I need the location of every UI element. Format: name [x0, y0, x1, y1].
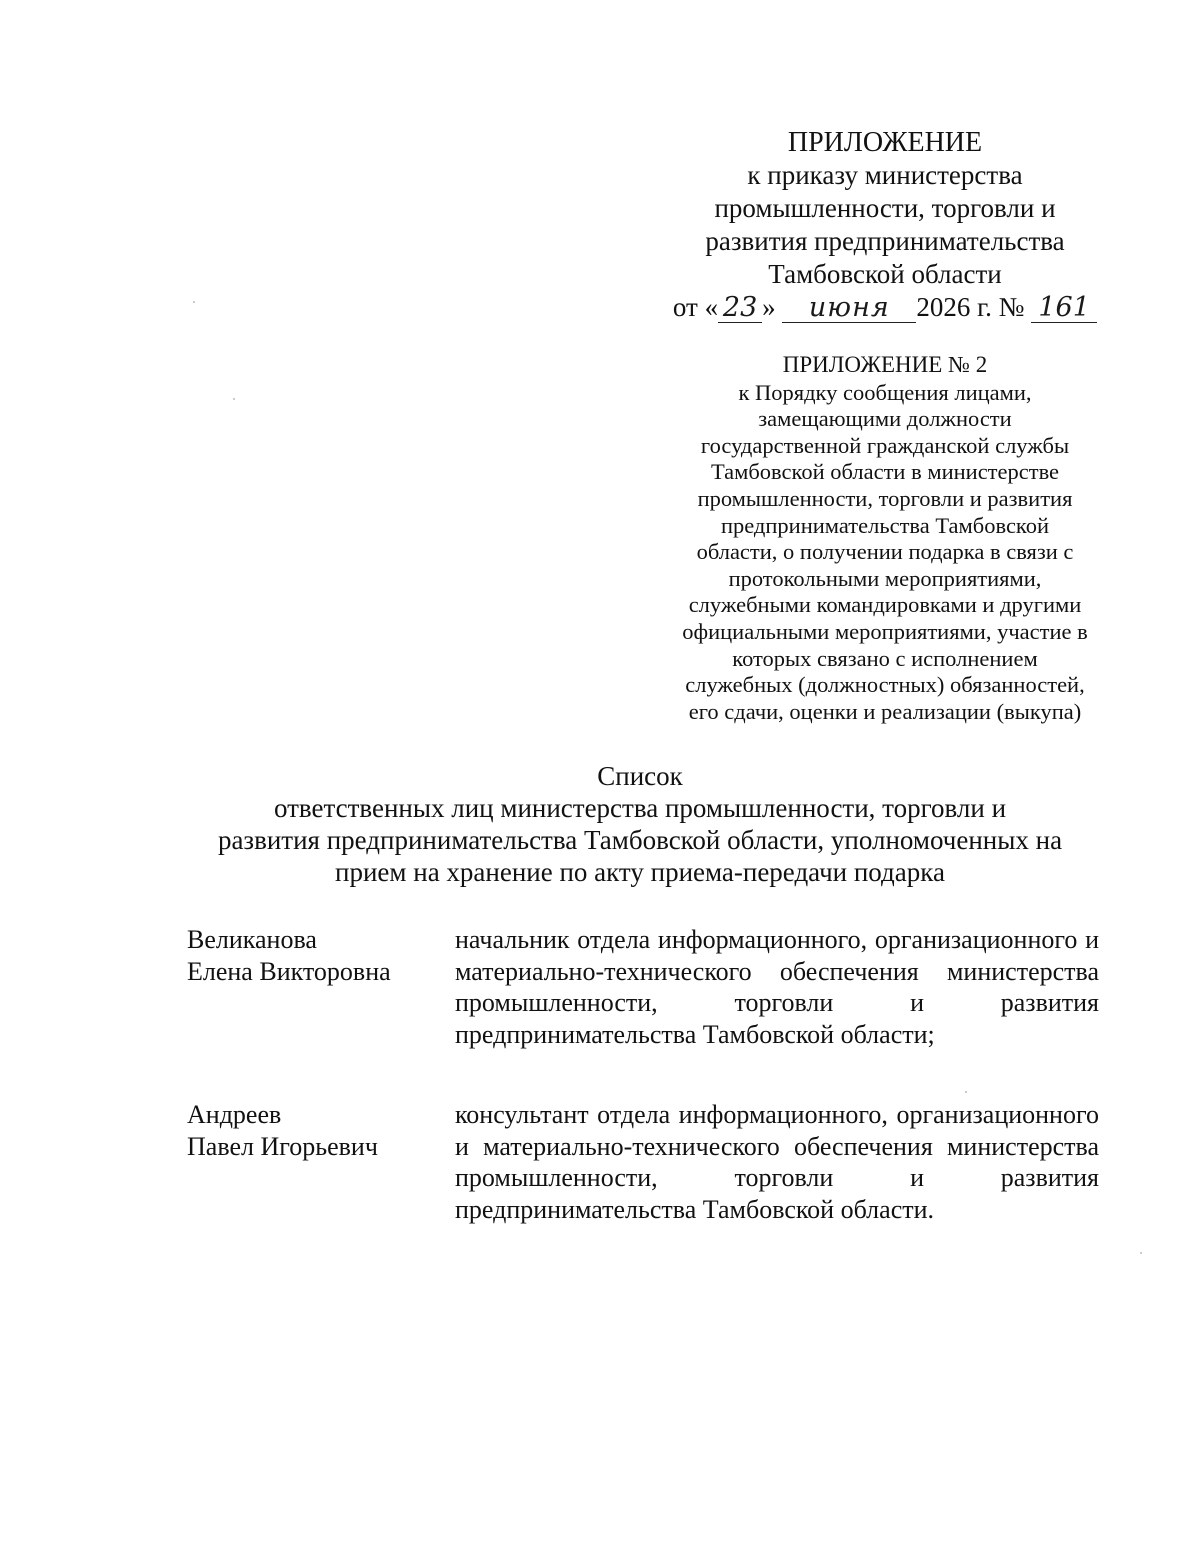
appendix-title: ПРИЛОЖЕНИЕ — [787, 127, 983, 158]
person-surname: Великанова — [187, 925, 317, 954]
appendix-header — [650, 126, 1120, 324]
handwritten-order-number: 161 — [1031, 294, 1097, 323]
scan-speck — [233, 398, 235, 400]
appendix2-line: области, о получении подарка в связи с — [696, 539, 1074, 565]
appendix-line: к приказу министерства — [747, 160, 1023, 190]
appendix2-line: замещающими должности — [758, 406, 1012, 432]
list-subtitle-line: развития предпринимательства Тамбовской области, уполномоченных на — [217, 825, 1063, 855]
appendix2-line: его сдачи, оценки и реализации (выкупа) — [688, 698, 1082, 724]
appendix2-block — [650, 352, 1120, 725]
list-title — [200, 760, 1080, 888]
appendix2-line: протокольными мероприятиями, — [728, 565, 1042, 591]
handwritten-month: июня — [782, 294, 916, 323]
person-position: начальник отдела информационного, организационного и материально-технического обеспечения министерства промышленности, торговли и развития предпринимательства Тамбовской области; — [455, 925, 1099, 1049]
date-prefix: от « — [672, 292, 719, 322]
appendix-line: развития предпринимательства — [705, 226, 1065, 256]
person-given-names: Павел Игорьевич — [187, 1131, 378, 1161]
list-subtitle-line: ответственных лиц министерства промышленности, торговли и — [273, 793, 1007, 823]
scan-speck — [965, 1091, 967, 1093]
appendix2-line: промышленности, торговли и развития — [697, 485, 1073, 511]
persons-list — [187, 924, 1099, 1274]
appendix-line: Тамбовской области — [768, 259, 1002, 289]
appendix2-line: Тамбовской области в министерстве — [710, 459, 1060, 485]
person-entry — [187, 924, 1099, 1050]
person-surname: Андреев — [187, 1100, 282, 1129]
appendix2-line: которых связано с исполнением — [732, 645, 1038, 671]
person-position: консультант отдела информационного, организационного и материально-технического обеспечения министерства промышленности, торговли и развития предпринимательства Тамбовской области. — [455, 1100, 1099, 1224]
person-given-names: Елена Викторовна — [187, 956, 391, 986]
appendix2-line: служебными командировками и другими — [688, 592, 1082, 618]
appendix2-title: ПРИЛОЖЕНИЕ № 2 — [782, 352, 988, 377]
appendix2-line: официальными мероприятиями, участие в — [682, 618, 1088, 644]
scan-speck — [1140, 1252, 1142, 1254]
appendix2-line: государственной гражданской службы — [700, 432, 1070, 458]
scan-speck — [193, 301, 195, 303]
person-name — [187, 924, 455, 1050]
date-year: 2026 г. № — [916, 292, 1025, 322]
appendix-date-line — [650, 291, 1120, 324]
list-subtitle-line: прием на хранение по акту приема-передачи подарка — [335, 857, 945, 887]
handwritten-day: 23 — [718, 294, 762, 323]
appendix2-line: к Порядку сообщения лицами, — [738, 379, 1032, 405]
person-entry — [187, 1099, 1099, 1225]
person-name — [187, 1099, 455, 1225]
list-heading: Список — [597, 761, 683, 791]
date-quote-close: » — [762, 292, 776, 322]
appendix2-line: предпринимательства Тамбовской — [720, 512, 1050, 538]
appendix2-line: служебных (должностных) обязанностей, — [685, 672, 1085, 698]
appendix-line: промышленности, торговли и — [714, 193, 1056, 223]
